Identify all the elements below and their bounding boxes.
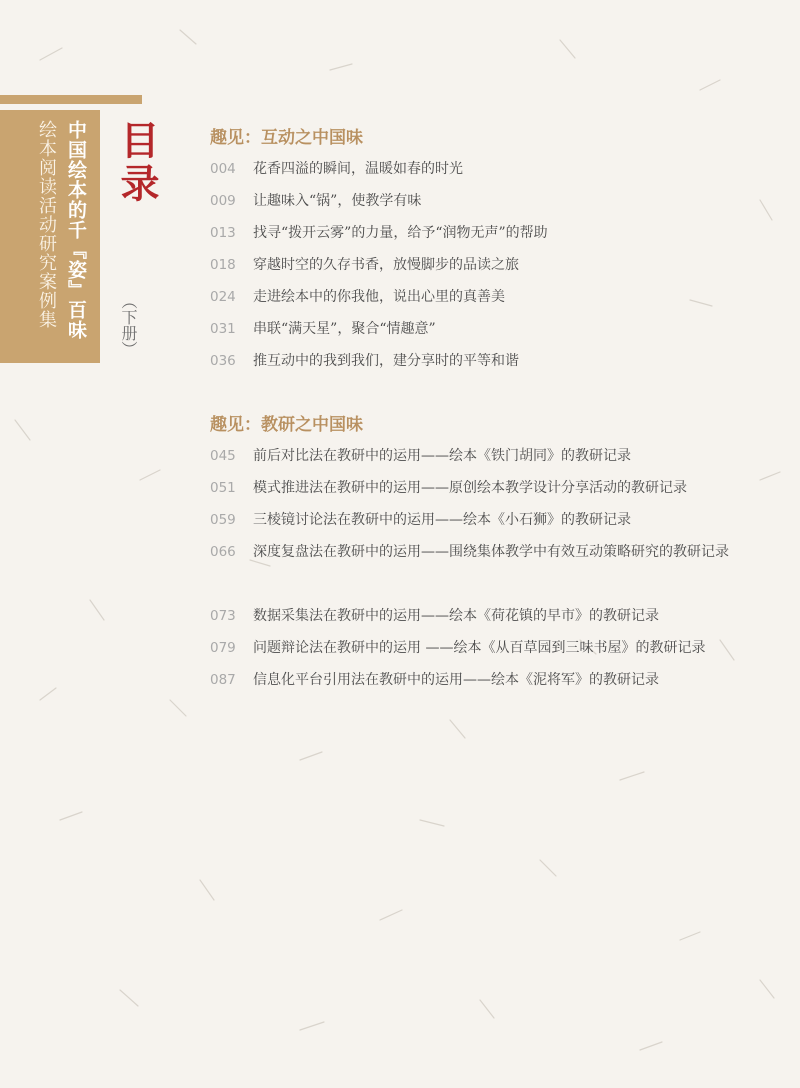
page-number: 073: [210, 608, 236, 624]
toc-entry[interactable]: [210, 536, 770, 600]
toc-entry[interactable]: [210, 313, 770, 345]
toc-entry[interactable]: [210, 281, 770, 313]
toc-entry[interactable]: [210, 504, 770, 536]
page-number: 059: [210, 512, 236, 528]
toc-entry[interactable]: [210, 249, 770, 281]
entry-title: 串联“满天星”，聚合“情趣意”: [253, 321, 436, 337]
entry-title: 找寻“拨开云雾”的力量，给予“润物无声”的帮助: [253, 225, 548, 241]
page-number: 036: [210, 353, 236, 369]
page-number: 013: [210, 225, 236, 241]
book-subtitle: 绘本阅读活动研究案例集: [36, 120, 57, 329]
book-title: 中国绘本的千『姿』百味: [65, 120, 87, 340]
toc-entry[interactable]: [210, 664, 770, 696]
entry-title: 数据采集法在教研中的运用——绘本《荷花镇的早市》的教研记录: [253, 608, 659, 624]
toc-entry[interactable]: [210, 472, 770, 504]
entry-title: 模式推进法在教研中的运用——原创绘本教学设计分享活动的教研记录: [253, 480, 687, 496]
section-title: 趣见：互动之中国味: [210, 128, 363, 148]
volume-label: （下册）: [119, 293, 138, 357]
page-number: 066: [210, 544, 236, 560]
toc-entry[interactable]: [210, 632, 770, 664]
top-accent-bar: [0, 95, 142, 104]
entry-title: 问题辩论法在教研中的运用 ——绘本《从百草园到三味书屋》的教研记录: [253, 640, 706, 656]
page-number: 087: [210, 672, 236, 688]
page-number: 024: [210, 289, 236, 305]
page-number: 045: [210, 448, 236, 464]
toc-entry[interactable]: [210, 185, 770, 217]
toc-heading: 目录: [114, 120, 159, 206]
entry-title: 走进绘本中的你我他，说出心里的真善美: [253, 289, 505, 305]
page-number: 004: [210, 161, 236, 177]
entry-title: 花香四溢的瞬间，温暖如春的时光: [253, 161, 463, 177]
toc-section: [210, 123, 770, 377]
entry-title: 深度复盘法在教研中的运用——围绕集体教学中有效互动策略研究的教研记录: [253, 544, 729, 560]
page-number: 009: [210, 193, 236, 209]
entry-title: 穿越时空的久存书香，放慢脚步的品读之旅: [253, 257, 519, 273]
page-number: 018: [210, 257, 236, 273]
entry-title: 让趣味入“锅”，使教学有味: [253, 193, 422, 209]
entry-title: 推互动中的我到我们，建分享时的平等和谐: [253, 353, 519, 369]
sidebar-panel: [0, 110, 100, 363]
toc-entry[interactable]: [210, 153, 770, 185]
toc-entry[interactable]: [210, 217, 770, 249]
page-number: 031: [210, 321, 236, 337]
toc-entry[interactable]: [210, 345, 770, 377]
page-number: 079: [210, 640, 236, 656]
toc-section: [210, 410, 770, 696]
section-title: 趣见：教研之中国味: [210, 415, 363, 435]
entry-title: 信息化平台引用法在教研中的运用——绘本《泥将军》的教研记录: [253, 672, 659, 688]
entry-title: 三棱镜讨论法在教研中的运用——绘本《小石狮》的教研记录: [253, 512, 631, 528]
page-number: 051: [210, 480, 236, 496]
toc-entry[interactable]: [210, 600, 770, 632]
toc-entry[interactable]: [210, 440, 770, 472]
entry-title: 前后对比法在教研中的运用——绘本《铁门胡同》的教研记录: [253, 448, 631, 464]
